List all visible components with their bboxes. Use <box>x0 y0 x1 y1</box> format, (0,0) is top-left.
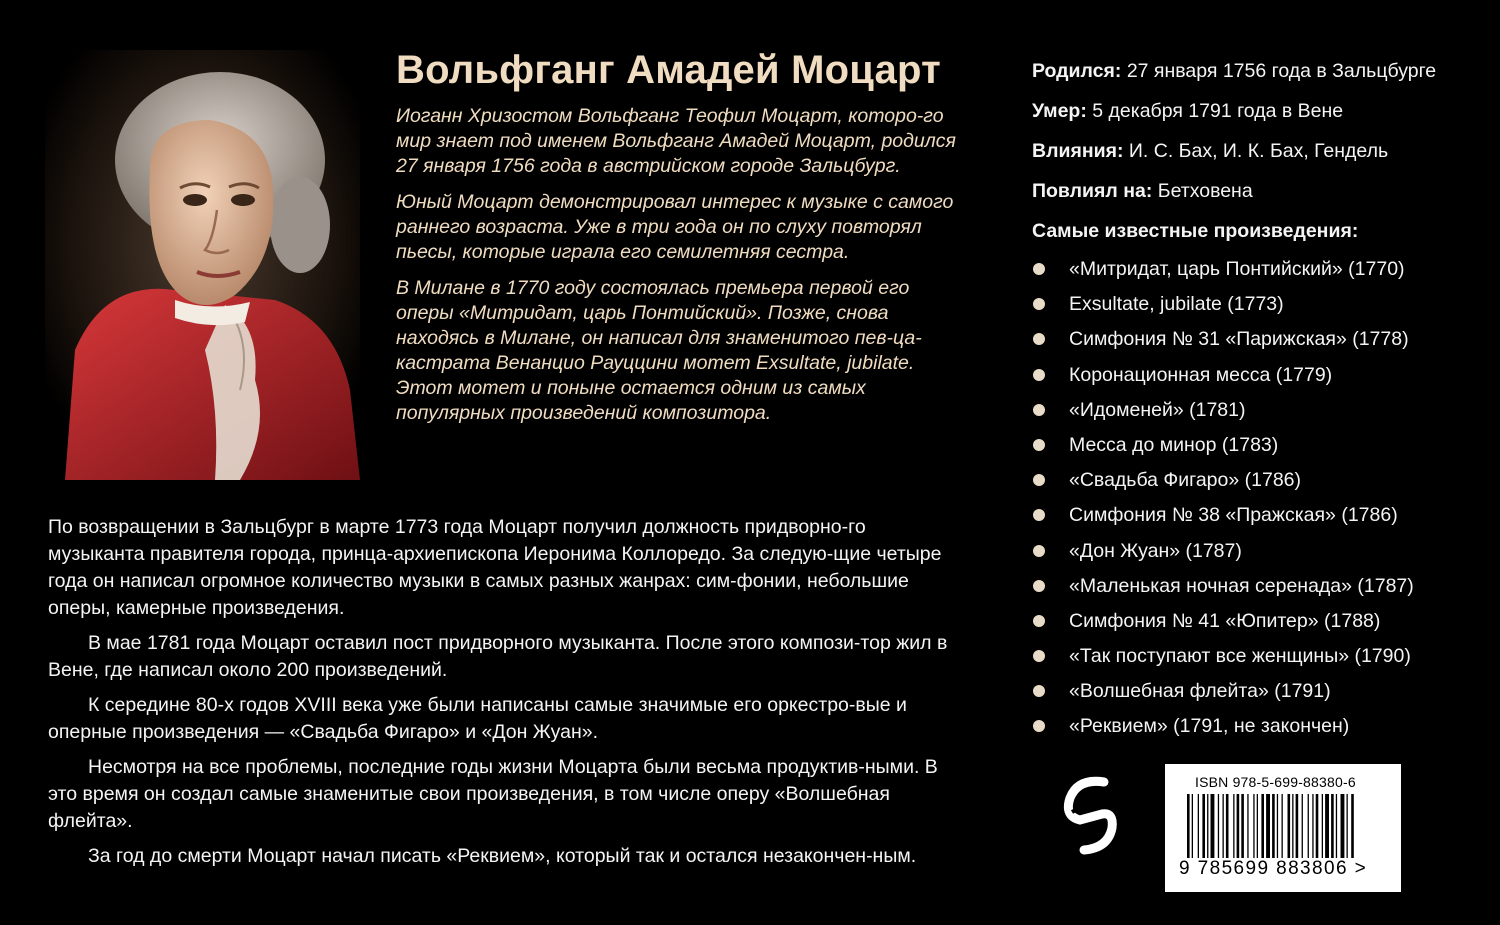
page-title: Вольфганг Амадей Моцарт <box>396 48 941 92</box>
fact-influenced <box>1032 176 1492 216</box>
isbn-number: ISBN 978-5-699-88380-6 <box>1195 774 1356 790</box>
work-title: «Митридат, царь Понтийский» (1770) <box>1069 258 1405 280</box>
fact-label: Родился: <box>1032 60 1122 82</box>
intro-paragraph: Юный Моцарт демонстрировал интерес к музыке с самого раннего возраста. Уже в три года он по слуху повторял пьесы, которые играла его семилетняя сестра. <box>396 191 954 263</box>
bullet-icon <box>1033 474 1045 486</box>
bullet-icon <box>1033 333 1045 345</box>
work-title: Симфония № 38 «Пражская» (1786) <box>1069 504 1398 527</box>
intro-paragraph: Иоганн Хризостом Вольфганг Теофил Моцарт, которо-го мир знает под именем Вольфганг Амадей Моцарт, родился 27 января 1756 года в австрийском городе Зальцбург. <box>396 105 956 177</box>
fact-died <box>1032 96 1492 136</box>
fact-label: Повлиял на: <box>1032 180 1153 202</box>
facts-panel <box>1032 56 1492 747</box>
biography-paragraph: За год до смерти Моцарт начал писать «Реквием», который так и остался незакончен-ным. <box>88 845 917 867</box>
list-item <box>1032 500 1492 535</box>
mozart-portrait <box>45 50 360 480</box>
fact-born <box>1032 56 1492 96</box>
list-item <box>1032 395 1492 430</box>
list-item <box>1032 430 1492 465</box>
fact-value: И. С. Бах, И. К. Бах, Гендель <box>1128 140 1389 162</box>
work-title: Коронационная месса (1779) <box>1069 363 1333 386</box>
work-title: Месса до минор (1783) <box>1069 433 1279 456</box>
bullet-icon <box>1033 439 1045 451</box>
fact-label: Влияния: <box>1032 140 1124 162</box>
fact-influences <box>1032 136 1492 176</box>
biography-paragraph: По возвращении в Зальцбург в марте 1773 года Моцарт получил должность придворно-го музыканта правителя города, принца-архиепископа Иеронима Коллоредо. За следую-щие четыре года он написал огромное количество музыки в самых разных жанрах: сим-фонии, небольшие оперы, камерные произведения. <box>48 516 942 619</box>
bullet-icon <box>1033 404 1045 416</box>
fact-value: 5 декабря 1791 года в Вене <box>1092 100 1344 122</box>
barcode-digits: 9 785699 883806 > <box>1179 858 1368 879</box>
biography-paragraph: В мае 1781 года Моцарт оставил пост придворного музыканта. После этого компози-тор жил в Вене, где написал около 200 произведений. <box>48 632 948 681</box>
bullet-icon <box>1033 509 1045 521</box>
biography-paragraph: Несмотря на все проблемы, последние годы жизни Моцарта были весьма продуктив-ными. В это время он создал самые знаменитые свои произведения, в том числе оперу «Волшебная флейта». <box>48 756 938 832</box>
work-title: «Дон Жуан» (1787) <box>1069 539 1242 562</box>
list-item <box>1032 606 1492 641</box>
work-title: «Реквием» (1791, не закончен) <box>1069 715 1350 738</box>
biography-paragraph: К середине 80-х годов XVIII века уже были написаны самые значимые его оркестро-вые и оперные произведения — «Свадьба Фигаро» и «Дон Жуан». <box>48 694 907 743</box>
intro-text <box>396 104 971 437</box>
list-item <box>1032 324 1492 359</box>
bullet-icon <box>1033 545 1045 557</box>
bullet-icon <box>1033 685 1045 697</box>
isbn-barcode <box>1165 764 1401 892</box>
work-title: «Так поступают все женщины» (1790) <box>1069 645 1411 668</box>
bullet-icon <box>1033 580 1045 592</box>
work-title: «Идоменей» (1781) <box>1069 398 1246 421</box>
work-title: Симфония № 31 «Парижская» (1778) <box>1069 328 1409 351</box>
bullet-icon <box>1033 298 1045 310</box>
work-title: Симфония № 41 «Юпитер» (1788) <box>1069 609 1381 632</box>
list-item <box>1032 641 1492 676</box>
list-item <box>1032 289 1492 324</box>
publisher-logo-icon <box>1058 772 1120 858</box>
bullet-icon <box>1033 720 1045 732</box>
fact-value: 27 января 1756 года в Зальцбурге <box>1126 60 1437 82</box>
biography-text <box>48 514 960 878</box>
fact-value: Бетховена <box>1157 180 1253 202</box>
work-title: «Волшебная флейта» (1791) <box>1069 680 1331 703</box>
list-item <box>1032 676 1492 711</box>
list-item <box>1032 536 1492 571</box>
fact-label: Умер: <box>1032 100 1087 122</box>
intro-paragraph: В Милане в 1770 году состоялась премьера первой его оперы «Митридат, царь Понтийский». Позже, снова находясь в Милане, он написал для знаменитого пев-ца-кастрата Венанцио Рауццини мотет Exsultate, jubilate. Этот мотет и поныне остается одним из самых популярных произведений композитора. <box>396 277 922 424</box>
work-title: «Маленькая ночная серенада» (1787) <box>1069 574 1414 597</box>
works-heading: Самые известные произведения: <box>1032 220 1359 242</box>
bullet-icon <box>1033 650 1045 662</box>
list-item <box>1032 711 1492 746</box>
bullet-icon <box>1033 369 1045 381</box>
list-item <box>1032 465 1492 500</box>
work-title: «Свадьба Фигаро» (1786) <box>1069 469 1302 492</box>
bullet-icon <box>1033 263 1045 275</box>
list-item <box>1032 360 1492 395</box>
bullet-icon <box>1033 615 1045 627</box>
list-item <box>1032 254 1492 289</box>
work-title: Exsultate, jubilate (1773) <box>1069 293 1284 316</box>
works-list <box>1032 254 1492 747</box>
list-item <box>1032 571 1492 606</box>
